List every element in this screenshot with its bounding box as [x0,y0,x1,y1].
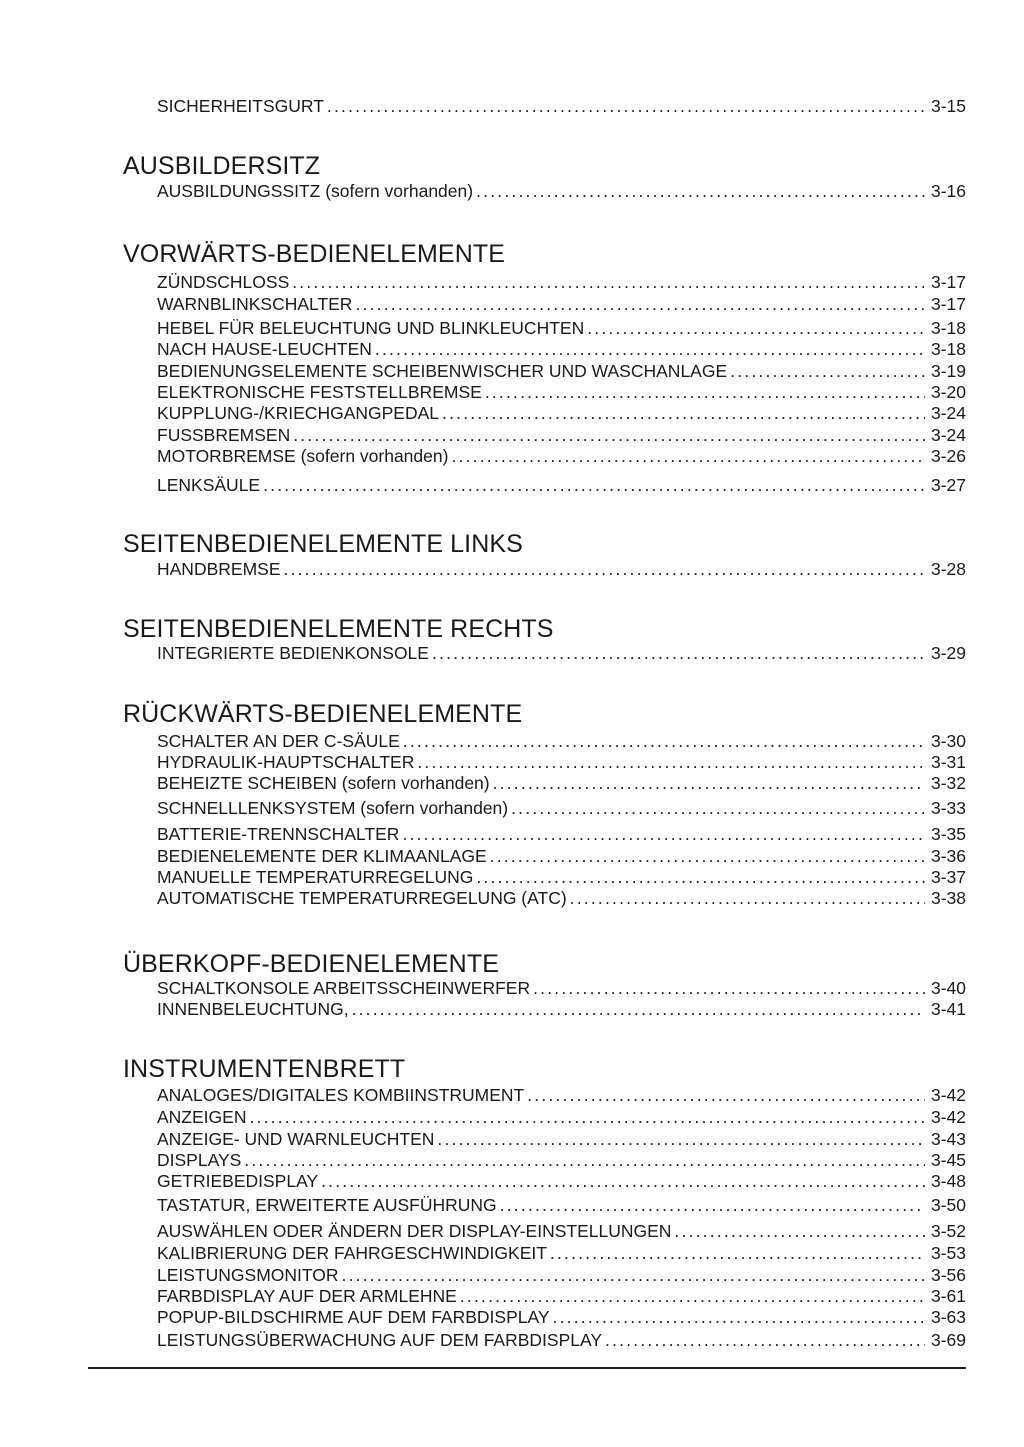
dot-leader [460,1285,925,1307]
toc-entry-page-number: 3-69 [930,1330,966,1350]
dot-leader [485,381,925,403]
dot-leader [490,845,925,867]
toc-entry [157,381,966,403]
dot-leader [550,1242,925,1264]
dot-leader [292,271,925,293]
toc-entry [157,180,966,202]
section-title-seitenbedienelemente-links: SEITENBEDIENELEMENTE LINKS [123,530,523,558]
toc-entry-label: FUSSBREMSEN [157,425,291,445]
toc-entry-label: LEISTUNGSÜBERWACHUNG AUF DEM FARBDISPLAY [157,1330,603,1350]
dot-leader [476,180,925,202]
dot-leader [284,558,925,580]
toc-entry-label: AUSWÄHLEN ODER ÄNDERN DER DISPLAY-EINSTELLUNGEN [157,1221,672,1241]
toc-entry-page-number: 3-56 [930,1265,966,1285]
dot-leader [375,338,925,360]
dot-leader [533,977,925,999]
dot-leader [249,1106,925,1128]
toc-entry [157,977,966,999]
dot-leader [511,797,925,819]
toc-entry-label: BATTERIE-TRENNSCHALTER [157,824,400,844]
toc-entry [157,1264,966,1286]
toc-entry-page-number: 3-38 [930,888,966,908]
toc-entry-page-number: 3-61 [930,1286,966,1306]
toc-entry-page-number: 3-41 [930,999,966,1019]
toc-entry-page-number: 3-16 [930,181,966,201]
toc-entry-label: KUPPLUNG-/KRIECHGANGPEDAL [157,403,440,423]
toc-entry-page-number: 3-43 [930,1129,966,1149]
toc-entry-label: ELEKTRONISCHE FESTSTELLBREMSE [157,382,482,402]
dot-leader [451,445,925,467]
toc-entry-page-number: 3-18 [930,339,966,359]
toc-entry [157,797,966,819]
toc-entry-page-number: 3-48 [930,1171,966,1191]
toc-entry [157,1194,966,1216]
dot-leader [352,998,925,1020]
dot-leader [730,360,925,382]
toc-entry-label: ZÜNDSCHLOSS [157,272,290,292]
toc-entry-label: ANALOGES/DIGITALES KOMBIINSTRUMENT [157,1085,525,1105]
dot-leader [321,1170,925,1192]
toc-entry-page-number: 3-36 [930,846,966,866]
toc-entry-label: INTEGRIERTE BEDIENKONSOLE [157,643,429,663]
toc-entry-page-number: 3-26 [930,446,966,466]
toc-entry-label: SCHALTKONSOLE ARBEITSSCHEINWERFER [157,978,531,998]
toc-entry-page-number: 3-53 [930,1243,966,1263]
toc-entry [157,338,966,360]
toc-entry [157,558,966,580]
toc-entry-page-number: 3-20 [930,382,966,402]
footer-rule [88,1367,966,1369]
toc-entry-label: GETRIEBEDISPLAY [157,1171,319,1191]
toc-entry-label: ANZEIGEN [157,1107,247,1127]
toc-entry-label: TASTATUR, ERWEITERTE AUSFÜHRUNG [157,1195,497,1215]
dot-leader [342,1264,925,1286]
dot-leader [355,293,925,315]
dot-leader [527,1084,925,1106]
toc-entry-page-number: 3-30 [930,731,966,751]
toc-entry-page-number: 3-35 [930,824,966,844]
toc-entry-page-number: 3-27 [930,475,966,495]
toc-entry-label: WARNBLINKSCHALTER [157,294,353,314]
dot-leader [327,95,925,117]
toc-entry [157,360,966,382]
toc-entry-label: LENKSÄULE [157,475,261,495]
toc-entry-page-number: 3-40 [930,978,966,998]
section-title-seitenbedienelemente-rechts: SEITENBEDIENELEMENTE RECHTS [123,615,554,643]
toc-entry-label: AUSBILDUNGSSITZ (sofern vorhanden) [157,181,474,201]
toc-entry-page-number: 3-37 [930,867,966,887]
dot-leader [500,1194,925,1216]
toc-entry-label: HANDBREMSE [157,559,281,579]
toc-entry-page-number: 3-42 [930,1085,966,1105]
toc-entry [157,845,966,867]
toc-entry-page-number: 3-24 [930,425,966,445]
toc-entry-label: HEBEL FÜR BELEUCHTUNG UND BLINKLEUCHTEN [157,318,585,338]
toc-entry [157,95,966,117]
toc-entry-page-number: 3-42 [930,1107,966,1127]
toc-entry-label: POPUP-BILDSCHIRME AUF DEM FARBDISPLAY [157,1307,550,1327]
toc-entry [157,751,966,773]
toc-entry-label: LEISTUNGSMONITOR [157,1265,339,1285]
toc-entry-label: SICHERHEITSGURT [157,96,324,116]
toc-entry [157,1084,966,1106]
dot-leader [402,823,925,845]
toc-entry-label: BEDIENELEMENTE DER KLIMAANLAGE [157,846,487,866]
toc-entry [157,866,966,888]
toc-entry-label: MOTORBREMSE (sofern vorhanden) [157,446,449,466]
toc-entry-page-number: 3-19 [930,361,966,381]
dot-leader [263,474,925,496]
toc-entry [157,998,966,1020]
toc-entry-page-number: 3-33 [930,798,966,818]
toc-entry-label: SCHNELLLENKSYSTEM (sofern vorhanden) [157,798,509,818]
toc-entry [157,445,966,467]
dot-leader [403,730,925,752]
toc-entry [157,424,966,446]
toc-entry-page-number: 3-50 [930,1195,966,1215]
dot-leader [293,424,925,446]
toc-entry [157,823,966,845]
toc-entry-label: KALIBRIERUNG DER FAHRGESCHWINDIGKEIT [157,1243,547,1263]
dot-leader [605,1329,925,1351]
dot-leader [570,887,925,909]
toc-entry-label: HYDRAULIK-HAUPTSCHALTER [157,752,415,772]
toc-entry-label: SCHALTER AN DER C-SÄULE [157,731,400,751]
toc-entry-label: MANUELLE TEMPERATURREGELUNG [157,867,474,887]
toc-entry-label: BEDIENUNGSELEMENTE SCHEIBENWISCHER UND WASCHANLAGE [157,361,728,381]
toc-entry [157,317,966,339]
toc-entry [157,271,966,293]
dot-leader [493,772,925,794]
toc-entry [157,1306,966,1328]
toc-entry [157,887,966,909]
dot-leader [674,1220,925,1242]
toc-entry-page-number: 3-17 [930,294,966,314]
dot-leader [432,642,925,664]
toc-entry-label: INNENBELEUCHTUNG, [157,999,349,1019]
toc-entry-page-number: 3-28 [930,559,966,579]
dot-leader [553,1306,925,1328]
toc-entry-label: DISPLAYS [157,1150,242,1170]
toc-entry [157,730,966,752]
dot-leader [587,317,925,339]
toc-entry [157,474,966,496]
toc-entry [157,642,966,664]
toc-entry [157,1106,966,1128]
toc-entry [157,1285,966,1307]
section-title-vorwa-rts-bedienelemente: VORWÄRTS-BEDIENELEMENTE [123,240,505,268]
toc-entry [157,402,966,424]
toc-entry-page-number: 3-15 [930,96,966,116]
toc-entry-page-number: 3-63 [930,1307,966,1327]
toc-entry-label: FARBDISPLAY AUF DER ARMLEHNE [157,1286,457,1306]
toc-entry-page-number: 3-18 [930,318,966,338]
toc-entry [157,1128,966,1150]
dot-leader [476,866,925,888]
dot-leader [417,751,925,773]
toc-entry-page-number: 3-17 [930,272,966,292]
section-title-ru-ckwa-rts-bedienelemente: RÜCKWÄRTS-BEDIENELEMENTE [123,700,523,728]
dot-leader [437,1128,925,1150]
toc-entry-page-number: 3-24 [930,403,966,423]
toc-entry-page-number: 3-52 [930,1221,966,1241]
toc-entry-label: NACH HAUSE-LEUCHTEN [157,339,372,359]
section-title-instrumentenbrett: INSTRUMENTENBRETT [123,1055,406,1083]
toc-entry [157,293,966,315]
toc-entry [157,1242,966,1264]
toc-entry [157,1170,966,1192]
dot-leader [244,1149,925,1171]
section-title-ausbildersitz: AUSBILDERSITZ [123,152,321,180]
toc-entry-page-number: 3-45 [930,1150,966,1170]
toc-entry-page-number: 3-32 [930,773,966,793]
toc-entry [157,1329,966,1351]
toc-entry-label: BEHEIZTE SCHEIBEN (sofern vorhanden) [157,773,490,793]
toc-entry [157,772,966,794]
section-title-u-berkopf-bedienelemente: ÜBERKOPF-BEDIENELEMENTE [123,950,499,978]
dot-leader [442,402,925,424]
toc-entry-label: ANZEIGE- UND WARNLEUCHTEN [157,1129,435,1149]
toc-entry [157,1149,966,1171]
toc-entry-label: AUTOMATISCHE TEMPERATURREGELUNG (ATC) [157,888,567,908]
toc-entry-page-number: 3-31 [930,752,966,772]
toc-entry [157,1220,966,1242]
toc-entry-page-number: 3-29 [930,643,966,663]
